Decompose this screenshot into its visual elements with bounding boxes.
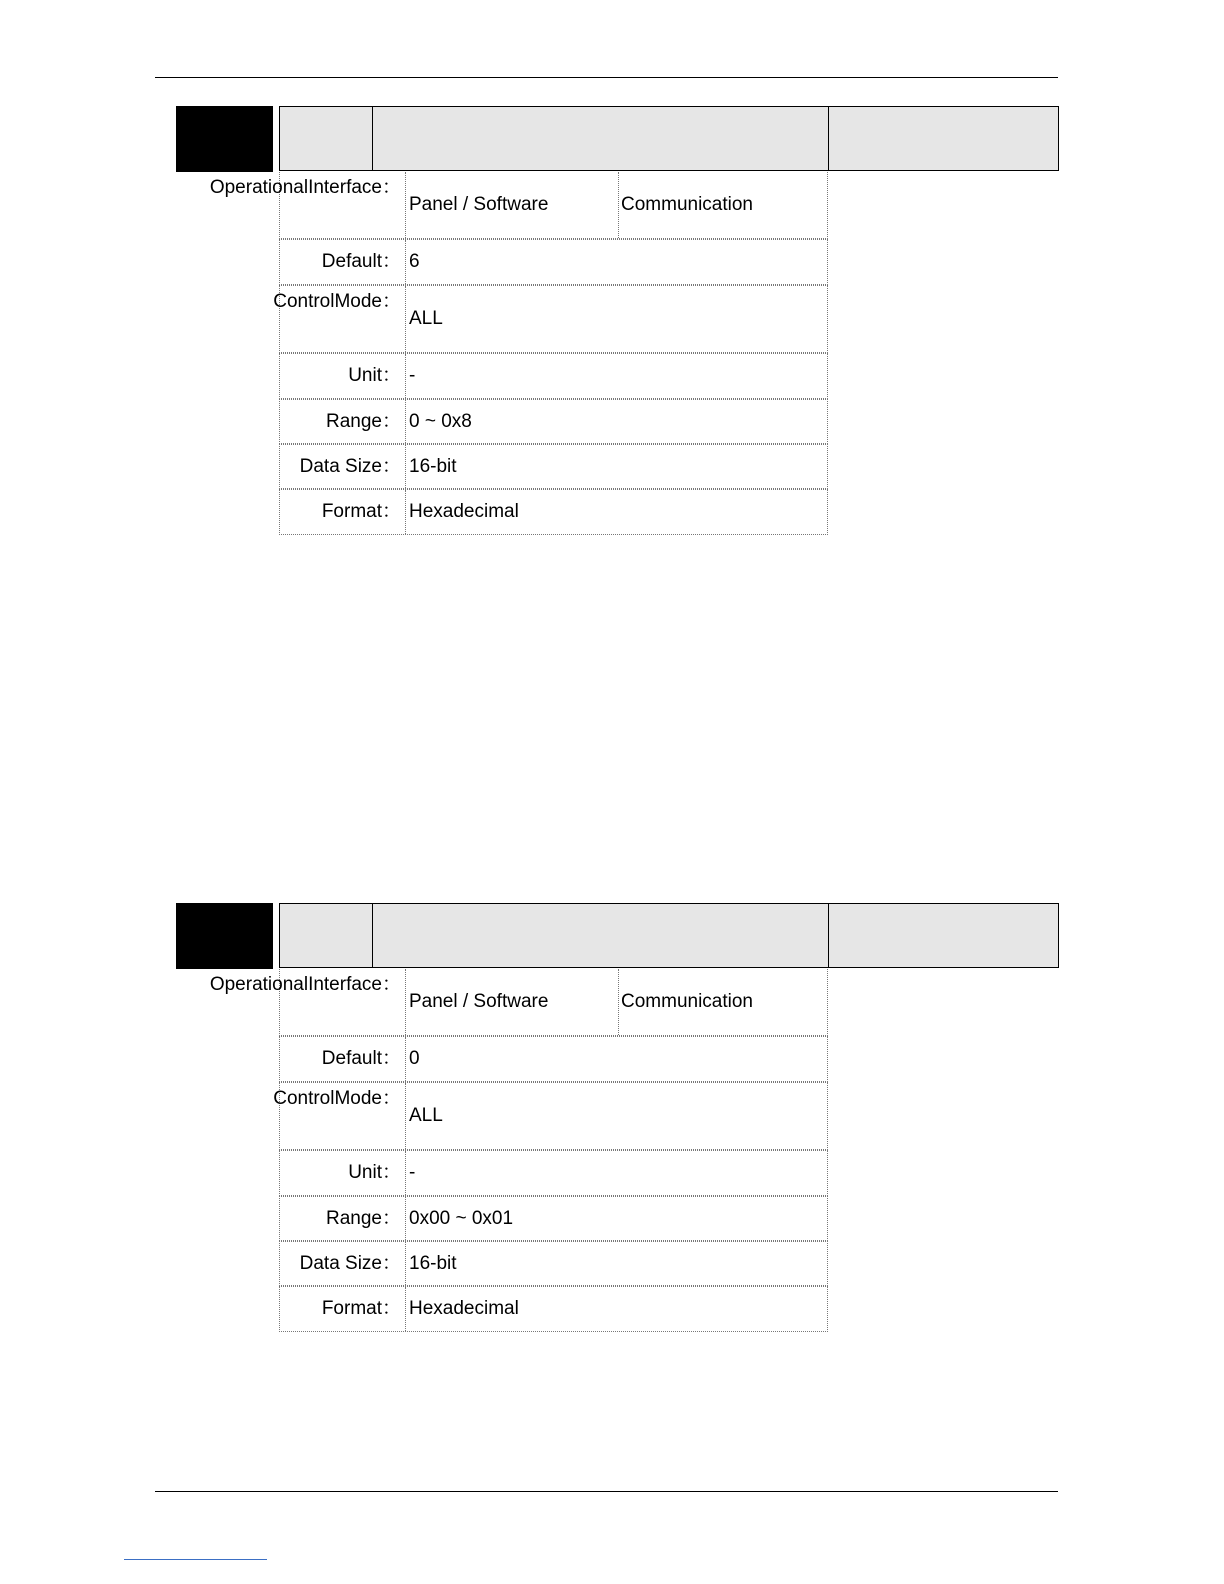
header-rule xyxy=(155,77,1058,78)
interface-option-panel: Panel / Software xyxy=(409,194,549,215)
format-value: Hexadecimal xyxy=(409,501,519,522)
footer-rule xyxy=(155,1491,1058,1492)
range-row xyxy=(279,1196,828,1241)
parameter-address-cell xyxy=(828,106,1059,171)
range-label: Range： xyxy=(280,400,406,443)
parameter-code-cell xyxy=(279,106,374,171)
data-size-row xyxy=(279,444,828,489)
operational-interface-row xyxy=(209,969,828,1036)
control-mode-value: ALL xyxy=(409,1105,443,1126)
parameter-block xyxy=(0,106,1224,546)
default-value: 0 xyxy=(409,1048,420,1069)
range-row xyxy=(279,399,828,444)
default-label: Default： xyxy=(280,240,406,284)
data-size-value: 16-bit xyxy=(409,455,457,477)
operational-interface-label: Operational Interface： xyxy=(280,969,406,1035)
operational-interface-row xyxy=(209,172,828,239)
range-label: Range： xyxy=(280,1197,406,1240)
format-row xyxy=(279,1286,828,1332)
unit-label: Unit： xyxy=(280,1151,406,1195)
parameter-code-cell xyxy=(279,903,374,968)
control-mode-value: ALL xyxy=(409,308,443,329)
data-size-row xyxy=(279,1241,828,1286)
parameter-block xyxy=(0,903,1224,1343)
format-label: Format： xyxy=(280,490,406,534)
range-value: 0 ~ 0x8 xyxy=(409,410,472,432)
format-row xyxy=(279,489,828,535)
interface-option-panel: Panel / Software xyxy=(409,991,549,1012)
default-row xyxy=(279,1036,828,1082)
data-size-label: Data Size： xyxy=(280,445,406,488)
interface-option-communication: Communication xyxy=(621,194,753,215)
unit-label: Unit： xyxy=(280,354,406,398)
control-mode-row xyxy=(273,285,828,353)
parameter-code-tab xyxy=(176,903,273,969)
parameter-name-cell xyxy=(372,106,829,171)
default-value: 6 xyxy=(409,251,420,272)
parameter-address-cell xyxy=(828,903,1059,968)
unit-row xyxy=(279,1150,828,1196)
control-mode-row xyxy=(273,1082,828,1150)
control-mode-label: Control Mode： xyxy=(280,1083,406,1149)
unit-row xyxy=(279,353,828,399)
default-label: Default： xyxy=(280,1037,406,1081)
format-label: Format： xyxy=(280,1287,406,1331)
unit-value: - xyxy=(409,1162,416,1183)
interface-option-communication: Communication xyxy=(621,991,753,1012)
operational-interface-label: Operational Interface： xyxy=(280,172,406,238)
footer-link-underline[interactable] xyxy=(124,1559,267,1560)
range-value: 0x00 ~ 0x01 xyxy=(409,1207,514,1229)
data-size-value: 16-bit xyxy=(409,1252,457,1274)
default-row xyxy=(279,239,828,285)
parameter-name-cell xyxy=(372,903,829,968)
control-mode-label: Control Mode： xyxy=(280,286,406,352)
format-value: Hexadecimal xyxy=(409,1298,519,1319)
unit-value: - xyxy=(409,365,416,386)
parameter-code-tab xyxy=(176,106,273,172)
data-size-label: Data Size： xyxy=(280,1242,406,1285)
